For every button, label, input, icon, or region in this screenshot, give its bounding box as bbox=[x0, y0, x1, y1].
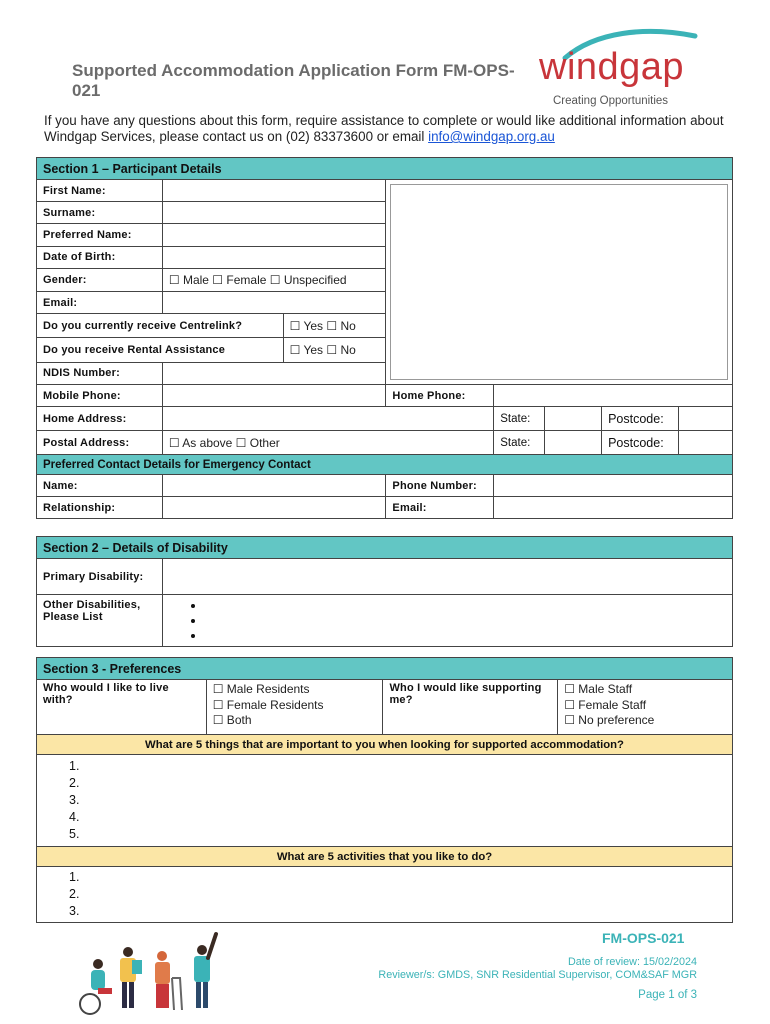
postal-state-field[interactable] bbox=[545, 431, 602, 455]
section3-header: Section 3 - Preferences bbox=[37, 658, 733, 680]
supporting-options[interactable] bbox=[558, 680, 733, 735]
relationship-label: Relationship: bbox=[37, 497, 163, 519]
postal-options[interactable]: ☐ As above ☐ Other bbox=[162, 431, 493, 455]
footer-page-number: Page 1 of 3 bbox=[638, 989, 697, 1001]
email-label: Email: bbox=[37, 292, 163, 314]
activities-field[interactable] bbox=[37, 867, 733, 923]
centrelink-options[interactable]: ☐ Yes ☐ No bbox=[283, 314, 386, 338]
list-item[interactable]: 3. bbox=[69, 793, 80, 807]
preferred-name-label: Preferred Name: bbox=[37, 224, 163, 246]
footer-form-code: FM-OPS-021 bbox=[602, 930, 685, 946]
gender-options[interactable]: ☐ Male ☐ Female ☐ Unspecified bbox=[162, 268, 386, 291]
supporting-question: Who I would like supporting me? bbox=[383, 680, 558, 735]
section1-table bbox=[36, 157, 733, 519]
mobile-field[interactable] bbox=[162, 385, 386, 407]
emergency-name-label: Name: bbox=[37, 475, 163, 497]
list-item[interactable] bbox=[205, 628, 726, 643]
relationship-field[interactable] bbox=[162, 497, 386, 519]
postal-state-label: State: bbox=[494, 431, 545, 455]
emergency-email-label: Email: bbox=[386, 497, 494, 519]
activities-list bbox=[43, 869, 726, 920]
option-female-staff[interactable]: ☐ Female Staff bbox=[564, 697, 647, 712]
centrelink-question: Do you currently receive Centrelink? bbox=[37, 314, 284, 338]
emergency-contact-header: Preferred Contact Details for Emergency Contact bbox=[37, 455, 733, 475]
surname-field[interactable] bbox=[162, 202, 386, 224]
home-state-field[interactable] bbox=[545, 407, 602, 431]
list-item[interactable]: 4. bbox=[69, 810, 80, 824]
live-with-options[interactable] bbox=[206, 680, 383, 735]
dob-field[interactable] bbox=[162, 246, 386, 268]
option-male-staff[interactable]: ☐ Male Staff bbox=[564, 682, 633, 696]
list-item[interactable]: 5. bbox=[69, 827, 80, 841]
postal-address-label: Postal Address: bbox=[37, 431, 163, 455]
home-postcode-label: Postcode: bbox=[602, 407, 679, 431]
emergency-phone-field[interactable] bbox=[494, 475, 733, 497]
people-illustration bbox=[76, 930, 226, 1016]
important-things-field[interactable] bbox=[37, 755, 733, 847]
rental-question: Do you receive Rental Assistance bbox=[37, 338, 284, 362]
first-name-label: First Name: bbox=[37, 180, 163, 202]
list-item[interactable] bbox=[205, 598, 726, 613]
intro-text: If you have any questions about this form, require assistance to complete or would like additional information about Windgap Services, please contact us on (02) 83373600 or email bbox=[44, 113, 724, 144]
other-disabilities-field[interactable] bbox=[162, 595, 732, 647]
primary-disability-label: Primary Disability: bbox=[37, 559, 163, 595]
photo-box bbox=[386, 180, 733, 385]
section3-table bbox=[36, 657, 733, 923]
wheelchair-person-icon bbox=[80, 959, 112, 1014]
emergency-phone-label: Phone Number: bbox=[386, 475, 494, 497]
mobile-label: Mobile Phone: bbox=[37, 385, 163, 407]
dob-label: Date of Birth: bbox=[37, 246, 163, 268]
list-item[interactable]: 2. bbox=[69, 887, 80, 901]
logo-wordmark: windgap bbox=[539, 46, 685, 88]
postal-postcode-field[interactable] bbox=[679, 431, 733, 455]
section1-header: Section 1 – Participant Details bbox=[37, 158, 733, 180]
preferred-name-field[interactable] bbox=[162, 224, 386, 246]
list-item[interactable] bbox=[205, 613, 726, 628]
footer-reviewers: Reviewer/s: GMDS, SNR Residential Supervisor, COM&SAF MGR bbox=[378, 969, 697, 981]
email-field[interactable] bbox=[162, 292, 386, 314]
ndis-field[interactable] bbox=[162, 362, 386, 384]
form-title: Supported Accommodation Application Form FM-OPS-021 bbox=[72, 61, 515, 100]
person-with-walker-icon bbox=[155, 951, 182, 1010]
list-item[interactable]: 1. bbox=[69, 759, 80, 773]
footer-review-date: Date of review: 15/02/2024 bbox=[567, 956, 697, 968]
primary-disability-field[interactable] bbox=[162, 559, 732, 595]
option-female-residents[interactable]: ☐ Female Residents bbox=[212, 697, 324, 712]
intro-paragraph bbox=[44, 113, 744, 145]
home-address-label: Home Address: bbox=[37, 407, 163, 431]
home-address-field[interactable] bbox=[162, 407, 493, 431]
activities-question: What are 5 activities that you like to do? bbox=[37, 847, 733, 867]
first-name-field[interactable] bbox=[162, 180, 386, 202]
important-things-question: What are 5 things that are important to you when looking for supported accommodation? bbox=[37, 735, 733, 755]
logo-tagline: Creating Opportunities bbox=[553, 95, 669, 107]
postal-postcode-label: Postcode: bbox=[602, 431, 679, 455]
ndis-label: NDIS Number: bbox=[37, 362, 163, 384]
home-postcode-field[interactable] bbox=[679, 407, 733, 431]
section2-table bbox=[36, 536, 733, 647]
person-with-board-icon bbox=[120, 947, 142, 1008]
surname-label: Surname: bbox=[37, 202, 163, 224]
other-disabilities-bullets bbox=[169, 598, 726, 643]
other-disabilities-label: Other Disabilities, Please List bbox=[37, 595, 163, 647]
option-both[interactable]: ☐ Both bbox=[212, 713, 252, 727]
list-item[interactable]: 1. bbox=[69, 870, 80, 884]
important-things-list bbox=[43, 758, 726, 843]
windgap-logo bbox=[535, 24, 705, 114]
option-no-preference[interactable]: ☐ No preference bbox=[564, 713, 655, 727]
gender-label: Gender: bbox=[37, 268, 163, 291]
emergency-name-field[interactable] bbox=[162, 475, 386, 497]
emergency-email-field[interactable] bbox=[494, 497, 733, 519]
list-item[interactable]: 3. bbox=[69, 904, 80, 918]
option-male-residents[interactable]: ☐ Male Residents bbox=[212, 682, 310, 696]
home-phone-field[interactable] bbox=[494, 385, 733, 407]
home-state-label: State: bbox=[494, 407, 545, 431]
list-item[interactable]: 2. bbox=[69, 776, 80, 790]
person-waving-icon bbox=[194, 934, 216, 1008]
home-phone-label: Home Phone: bbox=[386, 385, 494, 407]
contact-email-link[interactable]: info@windgap.org.au bbox=[428, 129, 555, 144]
section2-header: Section 2 – Details of Disability bbox=[37, 537, 733, 559]
live-with-question: Who would I like to live with? bbox=[37, 680, 207, 735]
rental-options[interactable]: ☐ Yes ☐ No bbox=[283, 338, 386, 362]
